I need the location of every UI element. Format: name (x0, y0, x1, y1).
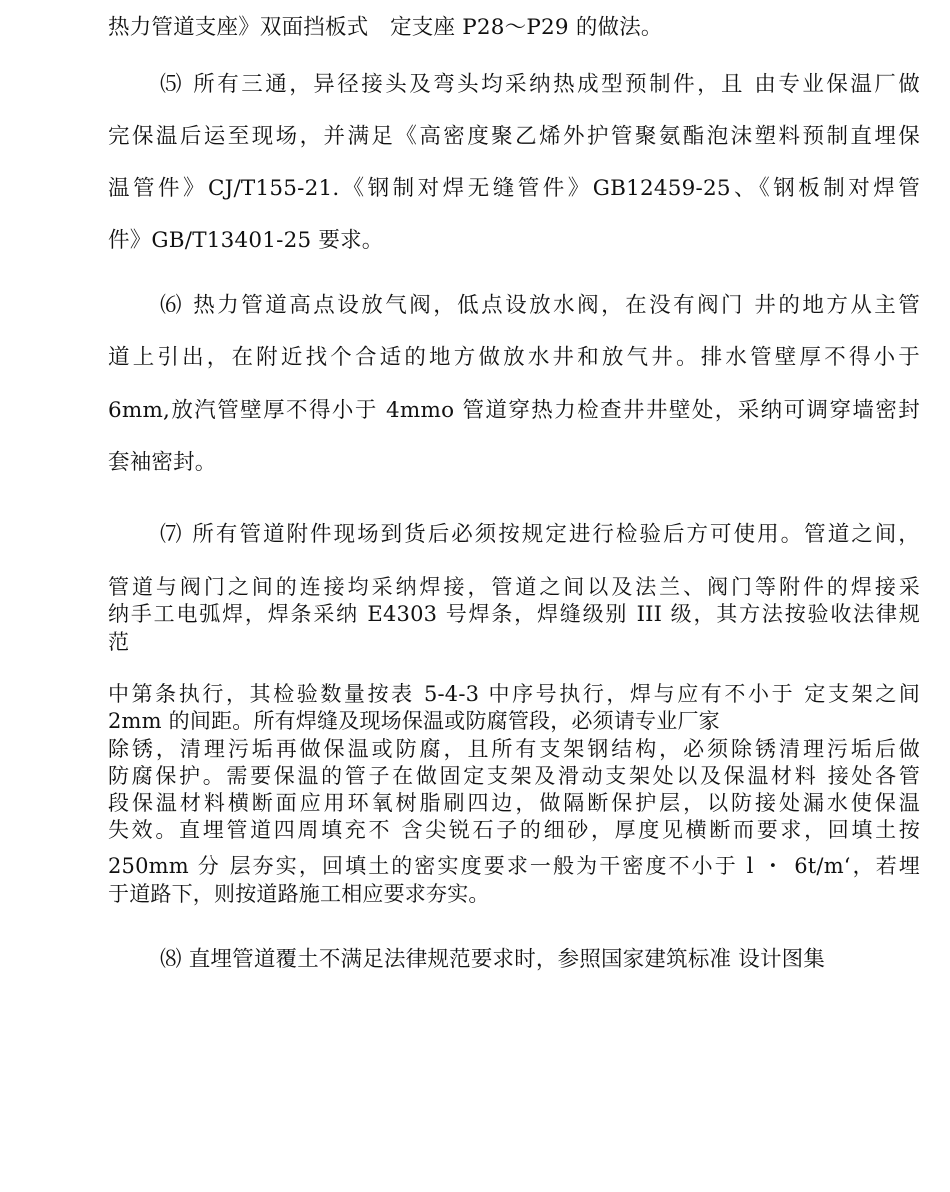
text-line-11: 管道与阀门之间的连接均采纳焊接，管道之间以及法兰、阀门等附件的焊接采 (108, 575, 920, 599)
text-line-18: 段保温材料横断面应用环氧树脂刷四边，做隔断保护层，以防接处漏水使保温 (108, 791, 920, 815)
text-line-12: 纳手工电弧焊，焊条采纳 E4303 号焊条，焊缝级别 III 级，其方法按验收法律规 (108, 602, 920, 626)
text-line-7: 道上引出，在附近找个合适的地方做放水井和放气井。排水管壁厚不得小于 (108, 345, 920, 370)
text-line-10: ⑺ 所有管道附件现场到货后必须按规定进行检验后方可使用。管道之间， (160, 522, 920, 547)
text-line-20: 250mm 分 层夯实，回填土的密实度要求一般为干密度不小于 l ・ 6t/m‘，若埋 (108, 854, 920, 878)
text-line-2: ⑸ 所有三通，异径接头及弯头均采纳热成型预制件，且 由专业保温厂做 (160, 72, 920, 97)
text-line-8: 6mm,放汽管壁厚不得小于 4mmo 管道穿热力检查井井壁处，采纳可调穿墙密封 (108, 398, 920, 423)
text-line-13: 范 (108, 630, 130, 654)
text-line-4: 温管件》CJ/T155-21.《钢制对焊无缝管件》GB12459-25、《钢板制对焊管 (108, 176, 920, 201)
text-line-1: 热力管道支座》双面挡板式 定支座 P28〜P29 的做法。 (108, 15, 663, 40)
text-line-15: 2mm 的间距。所有焊缝及现场保温或防腐管段，必须请专业厂家 (108, 709, 720, 733)
text-line-9: 套袖密封。 (108, 450, 217, 475)
text-line-6: ⑹ 热力管道高点设放气阀，低点设放水阀，在没有阀门 井的地方从主管 (160, 293, 920, 318)
text-line-22: ⑻ 直埋管道覆土不满足法律规范要求时，参照国家建筑标准 设计图集 (160, 947, 826, 972)
text-line-14: 中第条执行，其检验数量按表 5-4-3 中序号执行，焊与应有不小于 定支架之间 (108, 682, 920, 706)
text-line-5: 件》GB/T13401-25 要求。 (108, 228, 384, 253)
text-line-21: 于道路下，则按道路施工相应要求夯实。 (108, 882, 490, 906)
text-line-19: 失效。直埋管道四周填充不 含尖锐石子的细砂，厚度见横断而要求，回填土按 (108, 818, 920, 842)
text-line-17: 防腐保护。需要保温的管子在做固定支架及滑动支架处以及保温材料 接处各管 (108, 764, 920, 788)
text-line-16: 除锈，清理污垢再做保温或防腐，且所有支架钢结构，必须除锈清理污垢后做 (108, 737, 920, 761)
text-line-3: 完保温后运至现场，并满足《高密度聚乙烯外护管聚氨酯泡沫塑料预制直埋保 (108, 124, 920, 149)
